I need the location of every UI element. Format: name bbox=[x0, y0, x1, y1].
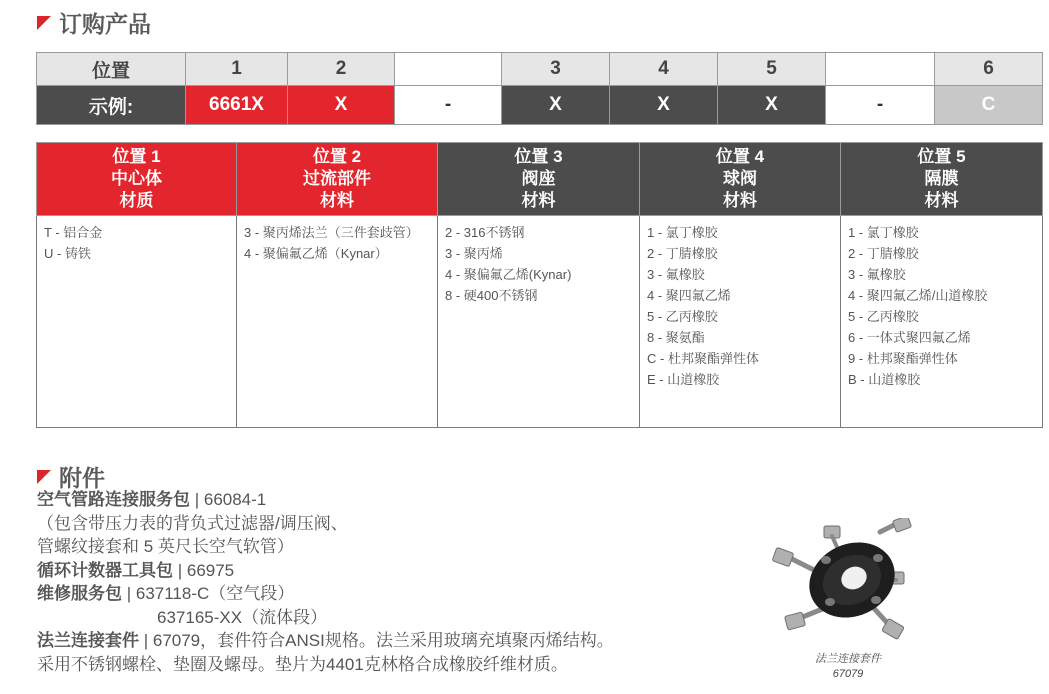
service-kit-line: 维修服务包 | 637118-C（空气段） bbox=[37, 584, 295, 603]
list-item: 2 - 丁腈橡胶 bbox=[647, 246, 718, 261]
materials-header: 位置 1 中心体 材质 bbox=[37, 143, 237, 216]
position-cell: 4 bbox=[610, 53, 718, 86]
list-item: 8 - 聚氨酯 bbox=[647, 330, 705, 345]
list-item: C - 杜邦聚酯弹性体 bbox=[647, 351, 759, 366]
materials-list bbox=[438, 216, 640, 428]
flange-kit-image bbox=[760, 518, 920, 646]
air-kit-line: 空气管路连接服务包 | 66084-1 bbox=[37, 490, 267, 509]
list-item: 1 - 氯丁橡胶 bbox=[848, 225, 919, 240]
materials-list bbox=[237, 216, 438, 428]
list-item: T - 铝合金 bbox=[44, 225, 103, 240]
accessories-section-title: 附件 bbox=[37, 460, 105, 493]
counter-kit-line: 循环计数器工具包 | 66975 bbox=[37, 560, 235, 580]
example-row bbox=[37, 86, 1043, 125]
air-kit-desc: 管螺纹接套和 5 英尺长空气软管） bbox=[37, 537, 294, 556]
example-cell: X bbox=[288, 86, 395, 125]
list-item: 5 - 乙丙橡胶 bbox=[848, 309, 919, 324]
list-item: B - 山道橡胶 bbox=[848, 372, 921, 387]
list-item: 1 - 氯丁橡胶 bbox=[647, 225, 718, 240]
order-section-title: 订购产品 bbox=[37, 6, 151, 39]
list-item: U - 铸铁 bbox=[44, 246, 91, 261]
list-item: 5 - 乙丙橡胶 bbox=[647, 309, 718, 324]
red-triangle-icon bbox=[37, 16, 51, 30]
example-cell: C bbox=[935, 86, 1043, 125]
example-cell: X bbox=[502, 86, 610, 125]
list-item: 3 - 聚丙烯 bbox=[445, 246, 503, 261]
list-item: 3 - 聚丙烯法兰（三件套歧管） bbox=[244, 225, 419, 240]
materials-header-row bbox=[37, 143, 1043, 216]
materials-list bbox=[841, 216, 1043, 428]
position-cell bbox=[826, 53, 935, 86]
red-triangle-icon bbox=[37, 470, 51, 484]
list-item: 2 - 316不锈钢 bbox=[445, 225, 525, 240]
materials-header: 位置 3 阀座 材料 bbox=[438, 143, 640, 216]
air-kit-desc: （包含带压力表的背负式过滤器/调压阀、 bbox=[37, 513, 348, 533]
photo-caption: 法兰连接套件 67079 bbox=[815, 653, 881, 680]
position-cell: 2 bbox=[288, 53, 395, 86]
list-item: E - 山道橡胶 bbox=[647, 372, 720, 387]
list-item: 3 - 氟橡胶 bbox=[647, 267, 705, 282]
list-item: 4 - 聚偏氟乙烯(Kynar) bbox=[445, 267, 572, 282]
list-item: 2 - 丁腈橡胶 bbox=[848, 246, 919, 261]
order-table bbox=[36, 52, 1043, 125]
materials-table bbox=[36, 142, 1043, 428]
example-cell: X bbox=[718, 86, 826, 125]
materials-header: 位置 5 隔膜 材料 bbox=[841, 143, 1043, 216]
list-item: 9 - 杜邦聚酯弹性体 bbox=[848, 351, 958, 366]
list-item: 4 - 聚四氟乙烯/山道橡胶 bbox=[848, 288, 988, 303]
list-item: 6 - 一体式聚四氟乙烯 bbox=[848, 330, 971, 345]
flange-kit-line: 法兰连接套件 | 67079，套件符合ANSI规格。法兰采用玻璃充填聚丙烯结构。 bbox=[37, 631, 614, 650]
example-cell: - bbox=[826, 86, 935, 125]
service-kit-line-2: 637165-XX（流体段） bbox=[157, 607, 328, 627]
materials-header: 位置 4 球阀 材料 bbox=[640, 143, 841, 216]
materials-header: 位置 2 过流部件 材料 bbox=[237, 143, 438, 216]
list-item: 8 - 硬400不锈钢 bbox=[445, 288, 538, 303]
position-cell: 5 bbox=[718, 53, 826, 86]
position-cell bbox=[395, 53, 502, 86]
example-cell: X bbox=[610, 86, 718, 125]
list-item: 4 - 聚四氟乙烯 bbox=[647, 288, 731, 303]
position-cell: 6 bbox=[935, 53, 1043, 86]
materials-list bbox=[37, 216, 237, 428]
position-cell: 3 bbox=[502, 53, 610, 86]
accessories-list bbox=[37, 488, 614, 676]
example-label: 示例: bbox=[37, 86, 186, 125]
list-item: 3 - 氟橡胶 bbox=[848, 267, 906, 282]
materials-body-row bbox=[37, 216, 1043, 428]
materials-list bbox=[640, 216, 841, 428]
list-item: 4 - 聚偏氟乙烯（Kynar） bbox=[244, 246, 388, 261]
position-label: 位置 bbox=[37, 53, 186, 86]
flange-kit-desc: 采用不锈钢螺栓、垫圈及螺母。垫片为4401克林格合成橡胶纤维材质。 bbox=[37, 654, 568, 674]
example-cell: 6661X bbox=[186, 86, 288, 125]
example-cell: - bbox=[395, 86, 502, 125]
position-cell: 1 bbox=[186, 53, 288, 86]
position-row bbox=[37, 53, 1043, 86]
